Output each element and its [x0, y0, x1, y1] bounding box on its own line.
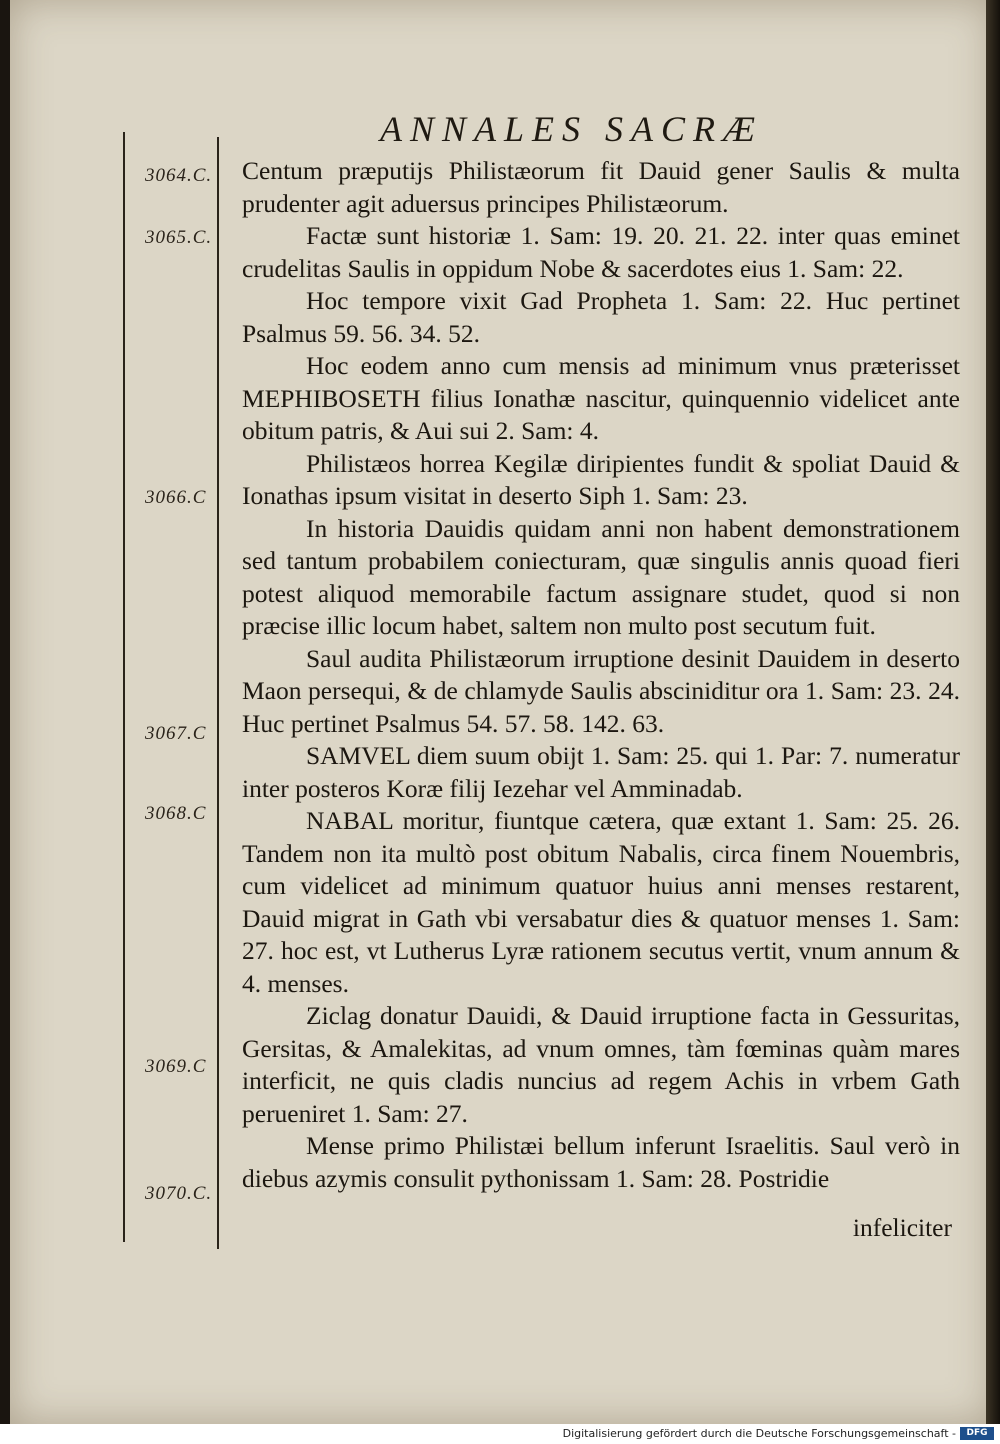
paragraph: Factæ sunt historiæ 1. Sam: 19. 20. 21. 22. inter quas eminet crudelitas Saulis in oppidum Nobe & sacerdotes eius 1. Sam: 22.	[242, 221, 960, 283]
margin-year-note: 3064.C.	[145, 165, 213, 186]
main-text-block	[242, 155, 960, 1195]
paragraph: Philistæos horrea Kegilæ diripientes fundit & spoliat Dauid & Ionathas ipsum visitat in deserto Siph 1. Sam: 23.	[242, 448, 960, 510]
digitization-footer	[0, 1424, 1000, 1444]
catchword: infeliciter	[852, 1213, 952, 1242]
book-spine-edge	[986, 0, 1000, 1424]
paragraph: SAMVEL diem suum obijt 1. Sam: 25. qui 1. Par: 7. numeratur inter posteros Koræ filij Iezehar vel Amminadab.	[242, 741, 960, 803]
margin-rule-right	[217, 137, 219, 1249]
margin-rule-left	[123, 132, 125, 1242]
margin-year-note: 3065.C.	[145, 227, 213, 248]
margin-year-note: 3067.C	[145, 723, 207, 744]
paragraph: Hoc tempore vixit Gad Propheta 1. Sam: 22. Huc pertinet Psalmus 59. 56. 34. 52.	[242, 286, 960, 348]
dfg-logo-icon[interactable]: DFG	[960, 1427, 994, 1440]
paragraph: NABAL moritur, fiuntque cætera, quæ extant 1. Sam: 25. 26. Tandem non ita multò post obitum Nabalis, circa finem Nouembris, cum videlicet ad minimum quatuor huius anni menses restarent, Dauid migrat in Gath vbi versabatur dies & quatuor menses 1. Sam: 27. hoc est, vt Lutherus Lyræ rationem secutus vertit, vnum annum & 4. menses.	[242, 806, 960, 998]
footer-credit: Digitalisierung gefördert durch die Deutsche Forschungsgemeinschaft -	[562, 1427, 956, 1440]
margin-year-note: 3069.C	[145, 1056, 207, 1077]
margin-year-note: 3068.C	[145, 803, 207, 824]
running-title: ANNALES SACRÆ	[380, 109, 764, 149]
paragraph: Hoc eodem anno cum mensis ad minimum vnus præterisset MEPHIBOSETH filius Ionathæ nascitur, quinquennio videlicet ante obitum patris, & Aui sui 2. Sam: 4.	[242, 351, 960, 445]
paragraph: Saul audita Philistæorum irruptione desinit Dauidem in deserto Maon persequi, & de chlamyde Saulis absciniditur ora 1. Sam: 23. 24. Huc pertinet Psalmus 54. 57. 58. 142. 63.	[242, 643, 960, 738]
margin-year-note: 3066.C	[145, 487, 207, 508]
book-page	[10, 0, 992, 1424]
margin-year-note: 3070.C.	[145, 1183, 213, 1204]
paragraph: Mense primo Philistæi bellum inferunt Israelitis. Saul verò in diebus azymis consulit pythonissam 1. Sam: 28. Postridie	[242, 1131, 960, 1193]
paragraph: Ziclag donatur Dauidi, & Dauid irruptione facta in Gessuritas, Gersitas, & Amalekitas, ad vnum omnes, tàm fœminas quàm mares interficit, ne quis cladis nuncius ad regem Achis in vrbem Gath perueniret 1. Sam: 27.	[242, 1001, 960, 1128]
paragraph: In historia Dauidis quidam anni non habent demonstrationem sed tantum probabilem coniecturam, quæ singulis annis quoad fieri potest aliquod memorabile factum assignare studet, quod si non præcise illic locum habet, saltem non multo post secutum fuit.	[242, 513, 960, 640]
paragraph: Centum præputijs Philistæorum fit Dauid gener Saulis & multa prudenter agit aduersus principes Philistæorum.	[242, 156, 960, 218]
